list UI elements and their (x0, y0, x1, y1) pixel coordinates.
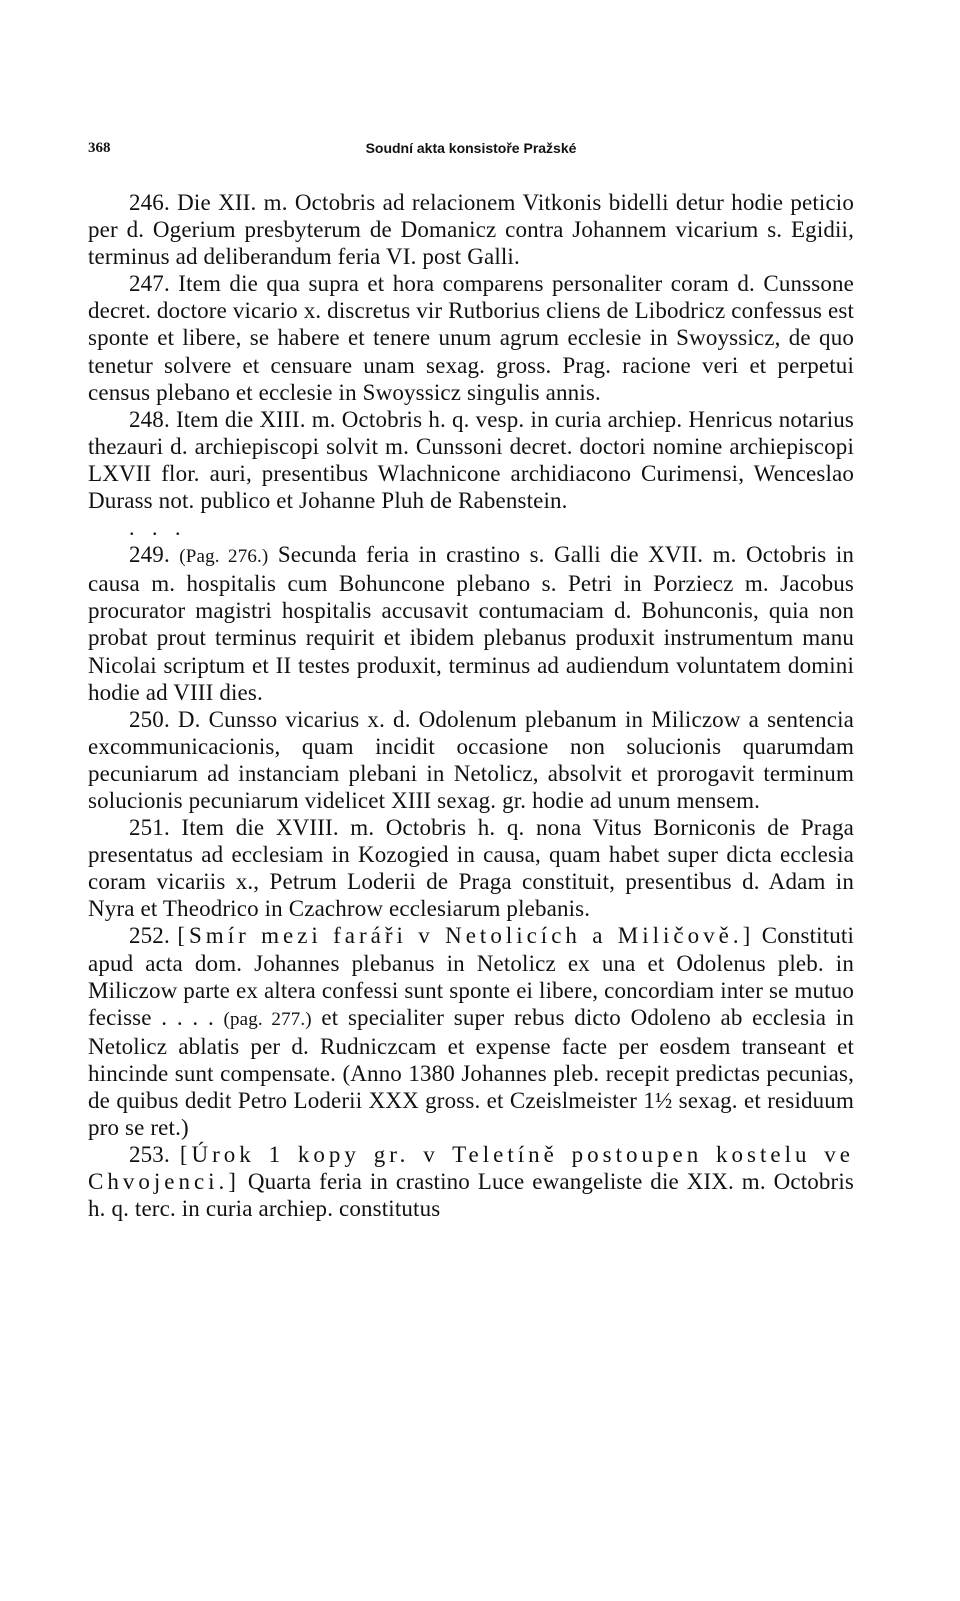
running-header (88, 140, 854, 160)
entry-heading: [Úrok 1 kopy gr. v Teletíně postoupen kostelu ve Chvojenci.] (88, 1142, 855, 1195)
entry-text: Quarta feria in crastino Luce ewangeliste die XIX. m. Octobris h. q. terc. in curia archiep. constitutus (88, 1169, 854, 1222)
entry-248: 248. Item die XIII. m. Octobris h. q. vesp. in curia archiep. Henricus notarius thezauri d. archiepiscopi solvit m. Cunssoni decret. doctori nomine archiepiscopi LXVII flor. auri, presentibus Wlachnicone archidiacono Curimensi, Wenceslao Durass not. publico et Johanne Pluh de Rabenstein. (88, 406, 854, 514)
entry-246: 246. Die XII. m. Octobris ad relacionem Vitkonis bidelli detur hodie peticio per d. Ogerium presbyterum de Domanicz contra Johannem vicarium s. Egidii, terminus ad deliberandum feria VI. post Galli. (88, 190, 854, 270)
page-number: 368 (88, 140, 111, 156)
entry-247: 247. Item die qua supra et hora comparens personaliter coram d. Cunssone decret. doctore vicario x. discretus vir Rutborius cliens de Libodricz confessus est sponte et libere, se habere et tenere unum agrum ecclesie in Swoyssicz, de quo tenetur solvere et censuare unam sexag. gross. Prag. racione veri et perpetui census plebano et ecclesie in Swoyssicz singulis annis. (88, 271, 854, 405)
entry-text: Constituti apud acta dom. Johannes plebanus in Netolicz ex una et Odolenus pleb. in Miliczow parte ex altera confessi sunt sponte ei libere, concordiam inter se mutuo fecisse . . . . (88, 923, 854, 1030)
entry-number: 253. (129, 1142, 170, 1168)
entry-253 (88, 1141, 854, 1222)
ellipsis-separator: . . . (129, 515, 187, 541)
entry-heading: [Smír mezi faráři v Netolicích a Miličově.] (177, 923, 755, 949)
entry-number: 249. (129, 542, 170, 568)
page-reference: (Pag. 276.) (179, 546, 269, 568)
entry-text: Secunda feria in crastino s. Galli die XVII. m. Octobris in causa m. hospitalis cum Bohuncone plebano s. Petri in Porziecz m. Jacobus procurator magistri hospitalis accusavit contumaciam d. Bohunconis, quia non probat prout terminus requirit et ibidem plebanus produxit instrumentum manu Nicolai scriptum et II testes produxit, terminus ad audiendum voluntatem domini hodie ad VIII dies. (88, 542, 855, 705)
entry-252 (88, 922, 854, 1141)
page-reference: (pag. 277.) (223, 1008, 312, 1030)
entry-text-continued: et specialiter super rebus dicto Odoleno ab ecclesia in Netolicz ablatis per d. Rudniczcam et expense facte per eosdem transeant et hincinde sunt compensate. (Anno 1380 Johannes pleb. recepit predictas pecunias, de quibus dedit Petro Loderii XXX gross. et Czeislmeister 1½ sexag. et residuum pro se ret.) (88, 1004, 854, 1141)
entry-250: 250. D. Cunsso vicarius x. d. Odolenum plebanum in Miliczow a sentencia excommunicacionis, quam incidit occasione non solucionis quarumdam pecuniarum ad instanciam plebani in Netolicz, absolvit et prorogavit terminum solucionis pecuniarum videlicet XIII sexag. gr. hodie ad unum mensem. (88, 706, 854, 813)
document-body (88, 189, 854, 1222)
entry-251: 251. Item die XVIII. m. Octobris h. q. nona Vitus Borniconis de Praga presentatus ad ecclesiam in Kozogied in causa, quam habet super dicta ecclesia coram vicariis x., Petrum Loderii de Praga constituit, presentibus d. Adam in Nyra et Theodrico in Czachrow ecclesiarum plebanis. (88, 815, 854, 922)
entry-249 (88, 541, 854, 706)
entry-number: 252. (129, 923, 170, 949)
running-title: Soudní akta konsistoře Pražské (365, 140, 577, 156)
